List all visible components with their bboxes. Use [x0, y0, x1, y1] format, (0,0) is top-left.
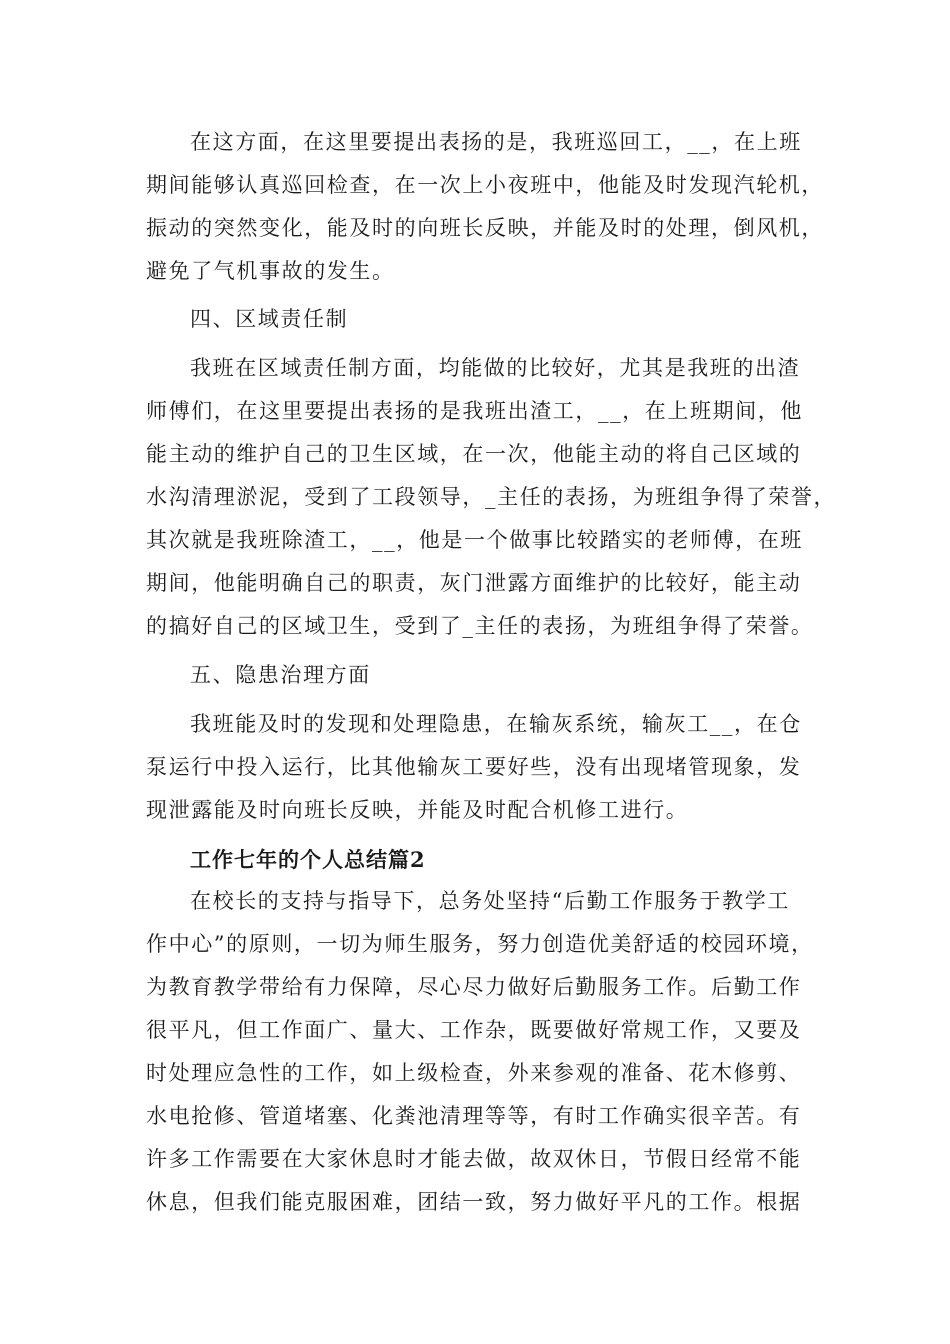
- paragraph-line: 的搞好自己的区域卫生，受到了_主任的表扬，为班组争得了荣誉。: [146, 614, 814, 638]
- paragraph-line: 振动的突然变化，能及时的向班长反映，并能及时的处理，倒风机，: [146, 216, 824, 240]
- paragraph-line: 期间，他能明确自己的职责，灰门泄露方面维护的比较好，能主动: [146, 571, 802, 595]
- paragraph-line: 水电抢修、管道堵塞、化粪池清理等等，有时工作确实很辛苦。有: [146, 1104, 802, 1128]
- paragraph-line: 在校长的支持与指导下，总务处坚持“后勤工作服务于教学工: [190, 889, 790, 913]
- paragraph-line: 现泄露能及时向班长反映，并能及时配合机修工进行。: [146, 798, 689, 822]
- paragraph-line: 我班能及时的发现和处理隐患，在输灰系统，输灰工__，在仓: [190, 712, 802, 736]
- paragraph-line: 师傅们，在这里要提出表扬的是我班出渣工，__，在上班期间，他: [146, 399, 803, 423]
- paragraph-line: 时处理应急性的工作，如上级检查，外来参观的准备、花木修剪、: [146, 1061, 802, 1085]
- paragraph-line: 在这方面，在这里要提出表扬的是，我班巡回工，__，在上班: [190, 130, 802, 154]
- paragraph-line: 期间能够认真巡回检查，在一次上小夜班中，他能及时发现汽轮机，: [146, 173, 824, 197]
- paragraph-line: 休息，但我们能克服困难，团结一致，努力做好平凡的工作。根据: [146, 1190, 802, 1214]
- paragraph-line: 能主动的维护自己的卫生区域，在一次，他能主动的将自己区域的: [146, 442, 802, 466]
- paragraph-line: 为教育教学带给有力保障，尽心尽力做好后勤服务工作。后勤工作: [146, 975, 802, 999]
- paragraph-line: 作中心”的原则，一切为师生服务，努力创造优美舒适的校园环境，: [146, 932, 814, 956]
- paragraph-line: 许多工作需要在大家休息时才能去做，故双休日，节假日经常不能: [146, 1147, 802, 1171]
- paragraph-line: 避免了气机事故的发生。: [146, 259, 395, 283]
- paragraph-line: 很平凡，但工作面广、量大、工作杂，既要做好常规工作，又要及: [146, 1018, 802, 1042]
- paragraph-line: 水沟清理淤泥，受到了工段领导，_主任的表扬，为班组争得了荣誉，: [146, 485, 837, 509]
- section-heading: 四、区域责任制: [190, 307, 349, 331]
- paragraph-line: 其次就是我班除渣工，__，他是一个做事比较踏实的老师傅，在班: [146, 528, 803, 552]
- article-title: 工作七年的个人总结篇2: [190, 847, 426, 872]
- paragraph-line: 泵运行中投入运行，比其他输灰工要好些，没有出现堵管现象，发: [146, 755, 802, 779]
- section-heading: 五、隐患治理方面: [190, 663, 371, 687]
- paragraph-line: 我班在区域责任制方面，均能做的比较好，尤其是我班的出渣: [190, 356, 801, 380]
